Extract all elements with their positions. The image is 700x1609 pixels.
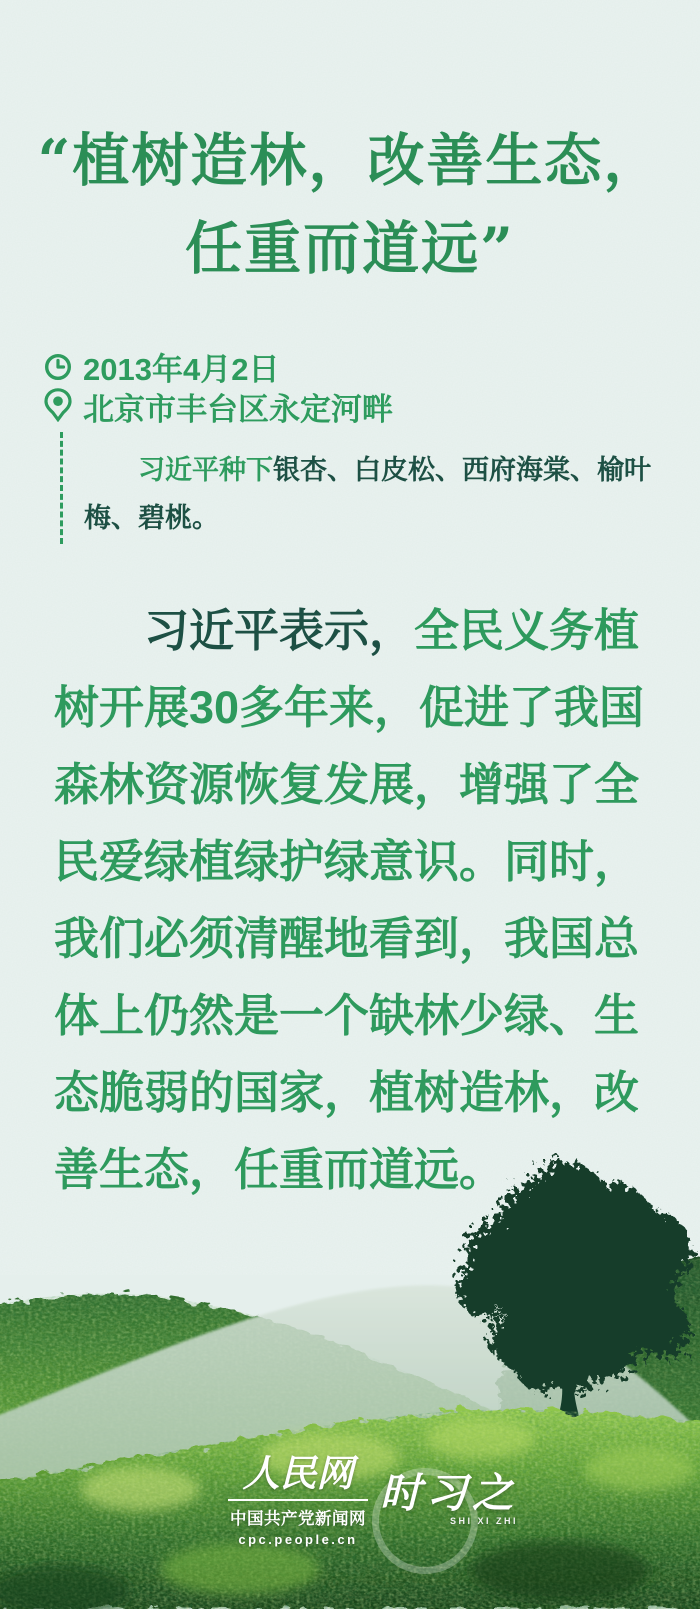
paragraph-lead: 习近平表示， bbox=[144, 605, 415, 656]
page-title bbox=[0, 117, 700, 293]
title-line-2: 任重而道远” bbox=[185, 215, 515, 282]
shixizhi-pinyin: SHI XI ZHI bbox=[449, 1516, 518, 1526]
event-description bbox=[84, 446, 664, 542]
event-location: 北京市丰台区永定河畔 bbox=[83, 392, 393, 427]
renminwang-wordmark: 人民网 bbox=[228, 1450, 368, 1501]
shixizhi-logo bbox=[380, 1472, 518, 1526]
description-highlight: 习近平种下 bbox=[138, 455, 273, 485]
event-date: 2013年4月2日 bbox=[83, 352, 280, 387]
location-row bbox=[44, 384, 393, 429]
clock-icon bbox=[44, 353, 72, 381]
description-rest: 银杏、白皮松、西府海棠、榆叶梅、碧桃。 bbox=[84, 455, 651, 533]
cpc-news-site-url: cpc.people.cn bbox=[238, 1532, 358, 1547]
peoples-daily-logo bbox=[228, 1450, 368, 1547]
title-line-1: “植树造林，改善生态， bbox=[37, 127, 663, 194]
timeline-dashed-line bbox=[60, 432, 63, 544]
date-row bbox=[44, 344, 279, 389]
paragraph-body: 全民义务植树开展30多年来，促进了我国森林资源恢复发展，增强了全民爱绿植绿护绿意识。同时，我们必须清醒地看到，我国总体上仍然是一个缺林少绿、生态脆弱的国家，植树造林，改善生态，任重而道远。 bbox=[54, 605, 645, 1195]
cpc-news-site-name: 中国共产党新闻网 bbox=[230, 1510, 366, 1528]
location-pin-icon bbox=[44, 388, 72, 422]
quote-paragraph bbox=[54, 592, 654, 1208]
shixizhi-wordmark: 时习之 bbox=[380, 1470, 518, 1516]
